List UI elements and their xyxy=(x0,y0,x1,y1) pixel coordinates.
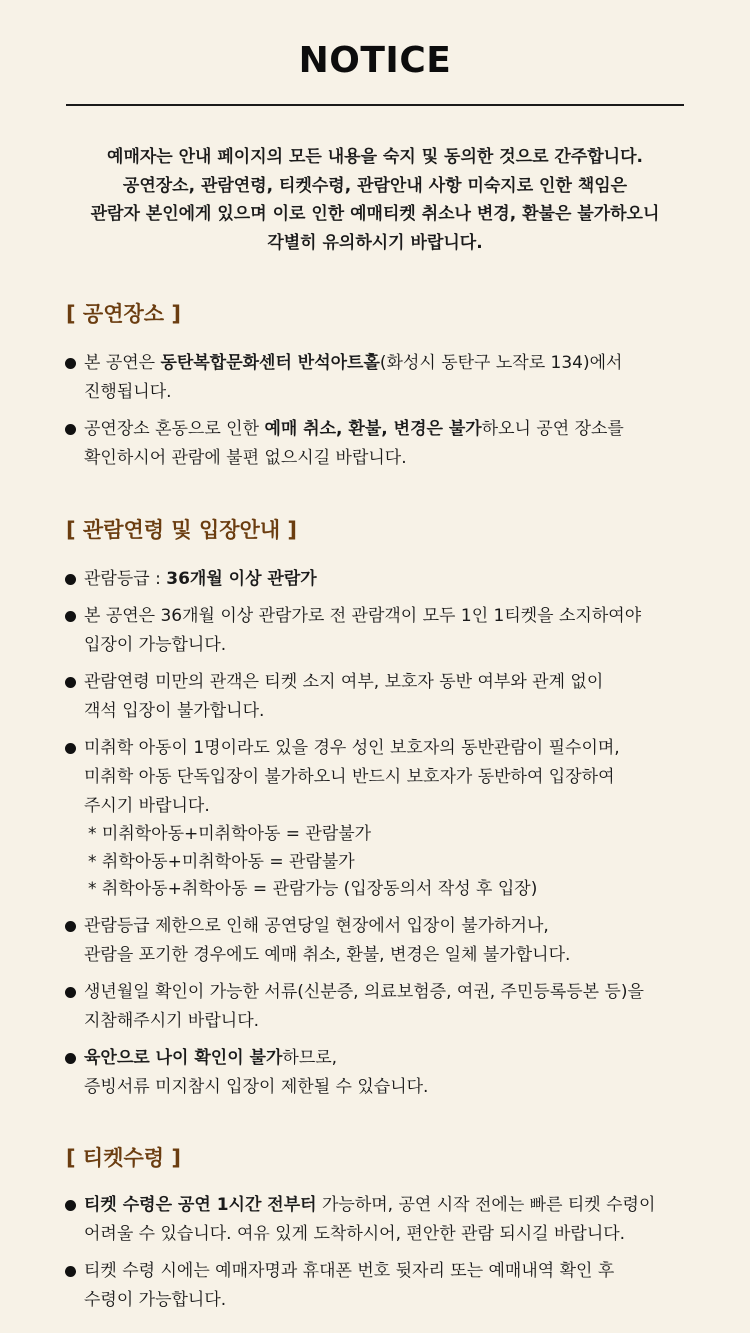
bullet-icon xyxy=(65,574,76,585)
item-line: 수령이 가능합니다. xyxy=(84,1290,227,1310)
item-line xyxy=(84,1044,704,1073)
item-line xyxy=(84,565,704,594)
item-line: 객석 입장이 불가합니다. xyxy=(84,701,265,721)
item-text: 가능하며, 공연 시작 전에는 빠른 티켓 수령이 xyxy=(316,1195,656,1215)
item-emphasis: 예매 취소, 환불, 변경은 불가 xyxy=(264,419,482,439)
list-item xyxy=(64,978,704,1036)
list-item xyxy=(64,1257,704,1315)
item-line: 티켓 수령 시에는 예매자명과 휴대폰 번호 뒷자리 또는 예매내역 확인 후 xyxy=(84,1261,615,1281)
title-divider xyxy=(66,104,684,106)
sub-note: * 취학아동+취학아동 = 관람가능 (입장동의서 작성 후 입장) xyxy=(88,879,538,899)
item-line: 입장이 가능합니다. xyxy=(84,635,227,655)
age-list xyxy=(64,565,704,1110)
bullet-icon xyxy=(65,1200,76,1211)
list-item xyxy=(64,415,704,473)
list-item xyxy=(64,602,704,660)
item-emphasis: 육안으로 나이 확인이 불가 xyxy=(84,1047,283,1068)
item-line: 진행됩니다. xyxy=(84,382,172,402)
item-text: 공연장소 혼동으로 인한 xyxy=(84,419,265,439)
age-rating: 36개월 이상 관람가 xyxy=(166,569,317,589)
intro-notice xyxy=(40,143,710,257)
intro-line: 예매자는 안내 페이지의 모든 내용을 숙지 및 동의한 것으로 간주합니다. xyxy=(107,147,643,167)
item-line: 관람등급 제한으로 인해 공연당일 현장에서 입장이 불가하거나, xyxy=(84,915,549,936)
item-line: 관람연령 미만의 관객은 티켓 소지 여부, 보호자 동반 여부와 관계 없이 xyxy=(84,672,604,692)
section-title-venue: [ 공연장소 ] xyxy=(66,302,181,326)
list-item xyxy=(64,565,704,594)
item-text: 하오니 공연 장소를 xyxy=(481,419,624,439)
bullet-icon xyxy=(65,358,76,369)
list-item xyxy=(64,1191,704,1249)
venue-address: (화성시 동탄구 노작로 134)에서 xyxy=(379,353,623,373)
item-line xyxy=(84,349,704,378)
bullet-icon xyxy=(65,611,76,622)
venue-list xyxy=(64,349,704,481)
item-line: 본 공연은 36개월 이상 관람가로 전 관람객이 모두 1인 1티켓을 소지하여야 xyxy=(84,606,642,626)
bullet-icon xyxy=(65,743,76,754)
item-text: 하므로, xyxy=(282,1047,338,1068)
section-title-age: [ 관람연령 및 입장안내 ] xyxy=(66,518,298,542)
item-line: 미취학 아동이 1명이라도 있을 경우 성인 보호자의 동반관람이 필수이며, xyxy=(84,738,620,758)
bullet-icon xyxy=(65,424,76,435)
page-title: NOTICE xyxy=(298,40,452,81)
item-emphasis: 티켓 수령은 공연 1시간 전부터 xyxy=(84,1195,317,1215)
item-text: 관람등급 : xyxy=(84,569,167,589)
item-line: 관람을 포기한 경우에도 예매 취소, 환불, 변경은 일체 불가합니다. xyxy=(84,944,571,965)
bullet-icon xyxy=(65,987,76,998)
ticket-list xyxy=(64,1191,704,1323)
item-line: 증빙서류 미지참시 입장이 제한될 수 있습니다. xyxy=(84,1076,429,1097)
list-item xyxy=(64,668,704,726)
item-line: 생년월일 확인이 가능한 서류(신분증, 의료보험증, 여권, 주민등록등본 등)을 xyxy=(84,981,644,1002)
intro-line: 각별히 유의하시기 바랍니다. xyxy=(267,232,483,253)
bullet-icon xyxy=(65,1053,76,1064)
item-line: 확인하시어 관람에 불편 없으시길 바랍니다. xyxy=(84,448,407,468)
item-line: 주시기 바랍니다. xyxy=(84,796,210,816)
bullet-icon xyxy=(65,921,76,932)
list-item xyxy=(64,912,704,970)
bullet-icon xyxy=(65,1266,76,1277)
item-line: 지참해주시기 바랍니다. xyxy=(84,1010,260,1031)
item-line: 미취학 아동 단독입장이 불가하오니 반드시 보호자가 동반하여 입장하여 xyxy=(84,767,615,787)
list-item xyxy=(64,734,704,904)
item-line xyxy=(84,415,704,444)
item-text: 본 공연은 xyxy=(84,353,161,373)
intro-line: 공연장소, 관람연령, 티켓수령, 관람안내 사항 미숙지로 인한 책임은 xyxy=(122,175,628,196)
sub-note: * 미취학아동+미취학아동 = 관람불가 xyxy=(88,824,372,844)
list-item xyxy=(64,349,704,407)
item-line: 어려울 수 있습니다. 여유 있게 도착하시어, 편안한 관람 되시길 바랍니다. xyxy=(84,1224,626,1244)
bullet-icon xyxy=(65,677,76,688)
item-line xyxy=(84,1191,704,1220)
list-item xyxy=(64,1044,704,1102)
intro-line: 관람자 본인에게 있으며 이로 인한 예매티켓 취소나 변경, 환불은 불가하오니 xyxy=(90,204,660,224)
venue-name: 동탄복합문화센터 반석아트홀 xyxy=(160,353,380,373)
sub-note: * 취학아동+미취학아동 = 관람불가 xyxy=(88,851,355,872)
section-title-ticket: [ 티켓수령 ] xyxy=(66,1146,181,1170)
